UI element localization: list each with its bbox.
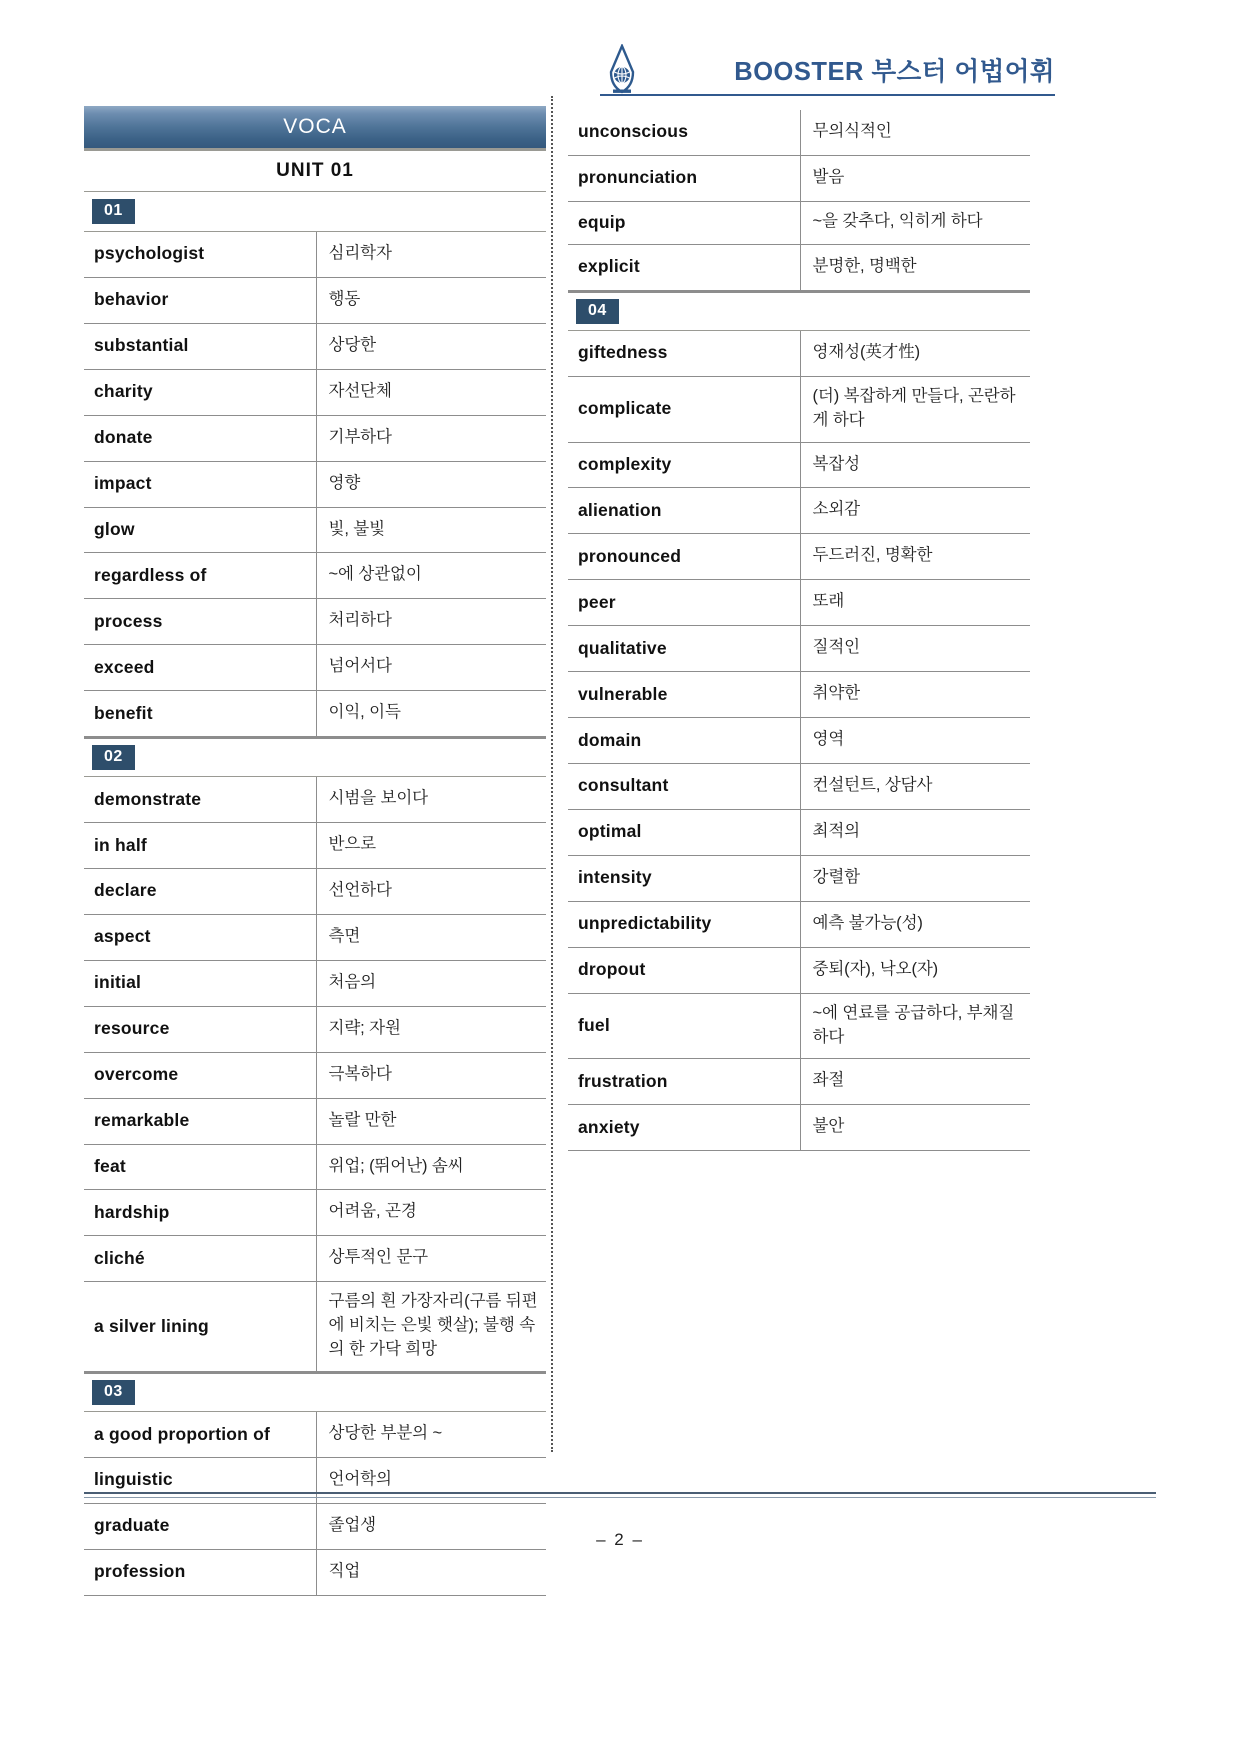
term-cell: behavior bbox=[84, 277, 316, 323]
term-cell: qualitative bbox=[568, 626, 800, 672]
table-row bbox=[84, 1098, 546, 1144]
definition-cell: 질적인 bbox=[800, 626, 1030, 672]
section-badge-row bbox=[84, 1372, 546, 1412]
definition-cell: 놀랄 만한 bbox=[316, 1098, 546, 1144]
term-cell: unconscious bbox=[568, 110, 800, 155]
pen-nib-globe-icon bbox=[600, 44, 644, 96]
table-row bbox=[84, 1282, 546, 1372]
voca-banner bbox=[84, 106, 546, 151]
definition-cell: 측면 bbox=[316, 914, 546, 960]
term-cell: psychologist bbox=[84, 232, 316, 277]
table-row bbox=[568, 201, 1030, 244]
table-row bbox=[568, 1059, 1030, 1105]
term-cell: regardless of bbox=[84, 553, 316, 599]
table-row bbox=[568, 376, 1030, 442]
section-badge: 02 bbox=[92, 745, 135, 770]
table-row bbox=[84, 823, 546, 869]
header-title: BOOSTER 부스터 어법어휘 bbox=[734, 58, 1055, 86]
definition-cell: 선언하다 bbox=[316, 868, 546, 914]
table-row bbox=[84, 369, 546, 415]
term-cell: overcome bbox=[84, 1052, 316, 1098]
definition-cell: 취약한 bbox=[800, 672, 1030, 718]
voca-banner-label: VOCA bbox=[283, 115, 347, 138]
footer-rule bbox=[84, 1492, 1156, 1494]
table-row bbox=[84, 232, 546, 277]
definition-cell: 기부하다 bbox=[316, 415, 546, 461]
definition-cell: 영역 bbox=[800, 718, 1030, 764]
term-cell: frustration bbox=[568, 1059, 800, 1105]
table-row bbox=[568, 672, 1030, 718]
table-row bbox=[84, 415, 546, 461]
term-cell: charity bbox=[84, 369, 316, 415]
table-row bbox=[568, 580, 1030, 626]
definition-cell: 구름의 흰 가장자리(구름 뒤편에 비치는 은빛 햇살); 불행 속의 한 가닥 희망 bbox=[316, 1282, 546, 1372]
vocabulary-table bbox=[84, 232, 546, 737]
definition-cell: 두드러진, 명확한 bbox=[800, 534, 1030, 580]
term-cell: equip bbox=[568, 201, 800, 244]
definition-cell: 심리학자 bbox=[316, 232, 546, 277]
definition-cell: 복잡성 bbox=[800, 442, 1030, 488]
definition-cell: 시범을 보이다 bbox=[316, 777, 546, 822]
term-cell: fuel bbox=[568, 993, 800, 1059]
term-cell: in half bbox=[84, 823, 316, 869]
definition-cell: 처리하다 bbox=[316, 599, 546, 645]
term-cell: substantial bbox=[84, 323, 316, 369]
table-row bbox=[568, 534, 1030, 580]
vocabulary-table bbox=[568, 331, 1030, 1152]
definition-cell: 좌절 bbox=[800, 1059, 1030, 1105]
term-cell: domain bbox=[568, 718, 800, 764]
definition-cell: 무의식적인 bbox=[800, 110, 1030, 155]
table-row bbox=[84, 960, 546, 1006]
term-cell: graduate bbox=[84, 1503, 316, 1549]
definition-cell: 강렬함 bbox=[800, 855, 1030, 901]
table-row bbox=[568, 155, 1030, 201]
term-cell: a silver lining bbox=[84, 1282, 316, 1372]
column-divider bbox=[551, 96, 553, 1452]
term-cell: impact bbox=[84, 461, 316, 507]
term-cell: benefit bbox=[84, 691, 316, 737]
definition-cell: 발음 bbox=[800, 155, 1030, 201]
term-cell: explicit bbox=[568, 244, 800, 290]
definition-cell: ~에 연료를 공급하다, 부채질하다 bbox=[800, 993, 1030, 1059]
table-row bbox=[84, 645, 546, 691]
definition-cell: 반으로 bbox=[316, 823, 546, 869]
definition-cell: 자선단체 bbox=[316, 369, 546, 415]
definition-cell: 영재성(英才性) bbox=[800, 331, 1030, 376]
right-sections-container bbox=[568, 110, 1030, 1151]
left-sections-container bbox=[84, 192, 546, 1596]
definition-cell: 행동 bbox=[316, 277, 546, 323]
table-row bbox=[568, 809, 1030, 855]
term-cell: dropout bbox=[568, 947, 800, 993]
page-number: – 2 – bbox=[596, 1530, 644, 1549]
right-column bbox=[568, 110, 1030, 1151]
definition-cell: 지략; 자원 bbox=[316, 1006, 546, 1052]
definition-cell: 상투적인 문구 bbox=[316, 1236, 546, 1282]
term-cell: feat bbox=[84, 1144, 316, 1190]
term-cell: complicate bbox=[568, 376, 800, 442]
term-cell: demonstrate bbox=[84, 777, 316, 822]
table-row bbox=[84, 1006, 546, 1052]
term-cell: optimal bbox=[568, 809, 800, 855]
term-cell: profession bbox=[84, 1549, 316, 1595]
table-row bbox=[568, 244, 1030, 290]
term-cell: glow bbox=[84, 507, 316, 553]
term-cell: anxiety bbox=[568, 1105, 800, 1151]
page-header bbox=[600, 42, 1055, 98]
definition-cell: 직업 bbox=[316, 1549, 546, 1595]
definition-cell: 위업; (뛰어난) 솜씨 bbox=[316, 1144, 546, 1190]
term-cell: complexity bbox=[568, 442, 800, 488]
section-badge: 01 bbox=[92, 199, 135, 224]
term-cell: giftedness bbox=[568, 331, 800, 376]
table-row bbox=[84, 1190, 546, 1236]
table-row bbox=[568, 947, 1030, 993]
definition-cell: 또래 bbox=[800, 580, 1030, 626]
section-badge-row bbox=[568, 291, 1030, 331]
definition-cell: 최적의 bbox=[800, 809, 1030, 855]
term-cell: unpredictability bbox=[568, 901, 800, 947]
table-row bbox=[568, 626, 1030, 672]
footer-rule-secondary bbox=[84, 1497, 1156, 1498]
left-column bbox=[84, 106, 546, 1596]
term-cell: process bbox=[84, 599, 316, 645]
vocabulary-table bbox=[84, 1412, 546, 1596]
term-cell: consultant bbox=[568, 763, 800, 809]
definition-cell: 예측 불가능(성) bbox=[800, 901, 1030, 947]
table-row bbox=[568, 110, 1030, 155]
table-row bbox=[568, 763, 1030, 809]
table-row bbox=[84, 691, 546, 737]
unit-title: UNIT 01 bbox=[84, 151, 546, 192]
term-cell: peer bbox=[568, 580, 800, 626]
definition-cell: 불안 bbox=[800, 1105, 1030, 1151]
table-row bbox=[568, 1105, 1030, 1151]
term-cell: pronunciation bbox=[568, 155, 800, 201]
term-cell: declare bbox=[84, 868, 316, 914]
term-cell: resource bbox=[84, 1006, 316, 1052]
term-cell: vulnerable bbox=[568, 672, 800, 718]
table-row bbox=[84, 553, 546, 599]
vocabulary-table bbox=[568, 110, 1030, 291]
table-row bbox=[568, 855, 1030, 901]
definition-cell: 극복하다 bbox=[316, 1052, 546, 1098]
term-cell: remarkable bbox=[84, 1098, 316, 1144]
table-row bbox=[568, 442, 1030, 488]
table-row bbox=[84, 868, 546, 914]
table-row bbox=[84, 1549, 546, 1595]
table-row bbox=[84, 1236, 546, 1282]
table-row bbox=[84, 1412, 546, 1457]
definition-cell: 중퇴(자), 낙오(자) bbox=[800, 947, 1030, 993]
definition-cell: ~을 갖추다, 익히게 하다 bbox=[800, 201, 1030, 244]
definition-cell: 언어학의 bbox=[316, 1457, 546, 1503]
table-row bbox=[84, 914, 546, 960]
term-cell: a good proportion of bbox=[84, 1412, 316, 1457]
term-cell: donate bbox=[84, 415, 316, 461]
table-row bbox=[84, 323, 546, 369]
definition-cell: 빛, 불빛 bbox=[316, 507, 546, 553]
definition-cell: 소외감 bbox=[800, 488, 1030, 534]
term-cell: exceed bbox=[84, 645, 316, 691]
vocabulary-table bbox=[84, 777, 546, 1372]
definition-cell: 어려움, 곤경 bbox=[316, 1190, 546, 1236]
definition-cell: (더) 복잡하게 만들다, 곤란하게 하다 bbox=[800, 376, 1030, 442]
header-underline bbox=[600, 94, 1055, 96]
term-cell: intensity bbox=[568, 855, 800, 901]
definition-cell: 컨설턴트, 상담사 bbox=[800, 763, 1030, 809]
table-row bbox=[568, 901, 1030, 947]
definition-cell: 상당한 bbox=[316, 323, 546, 369]
term-cell: initial bbox=[84, 960, 316, 1006]
section-badge-row bbox=[84, 737, 546, 777]
table-row bbox=[84, 277, 546, 323]
table-row bbox=[84, 461, 546, 507]
section-badge: 03 bbox=[92, 1380, 135, 1405]
table-row bbox=[84, 1144, 546, 1190]
section-badge: 04 bbox=[576, 299, 619, 324]
definition-cell: ~에 상관없이 bbox=[316, 553, 546, 599]
term-cell: hardship bbox=[84, 1190, 316, 1236]
term-cell: aspect bbox=[84, 914, 316, 960]
table-row bbox=[84, 1052, 546, 1098]
definition-cell: 이익, 이득 bbox=[316, 691, 546, 737]
definition-cell: 졸업생 bbox=[316, 1503, 546, 1549]
term-cell: cliché bbox=[84, 1236, 316, 1282]
table-row bbox=[568, 331, 1030, 376]
term-cell: linguistic bbox=[84, 1457, 316, 1503]
definition-cell: 상당한 부분의 ~ bbox=[316, 1412, 546, 1457]
table-row bbox=[84, 599, 546, 645]
term-cell: alienation bbox=[568, 488, 800, 534]
table-row bbox=[568, 993, 1030, 1059]
term-cell: pronounced bbox=[568, 534, 800, 580]
definition-cell: 분명한, 명백한 bbox=[800, 244, 1030, 290]
definition-cell: 넘어서다 bbox=[316, 645, 546, 691]
table-row bbox=[84, 507, 546, 553]
section-badge-row bbox=[84, 192, 546, 232]
definition-cell: 영향 bbox=[316, 461, 546, 507]
definition-cell: 처음의 bbox=[316, 960, 546, 1006]
table-row bbox=[568, 718, 1030, 764]
table-row bbox=[84, 777, 546, 822]
table-row bbox=[568, 488, 1030, 534]
